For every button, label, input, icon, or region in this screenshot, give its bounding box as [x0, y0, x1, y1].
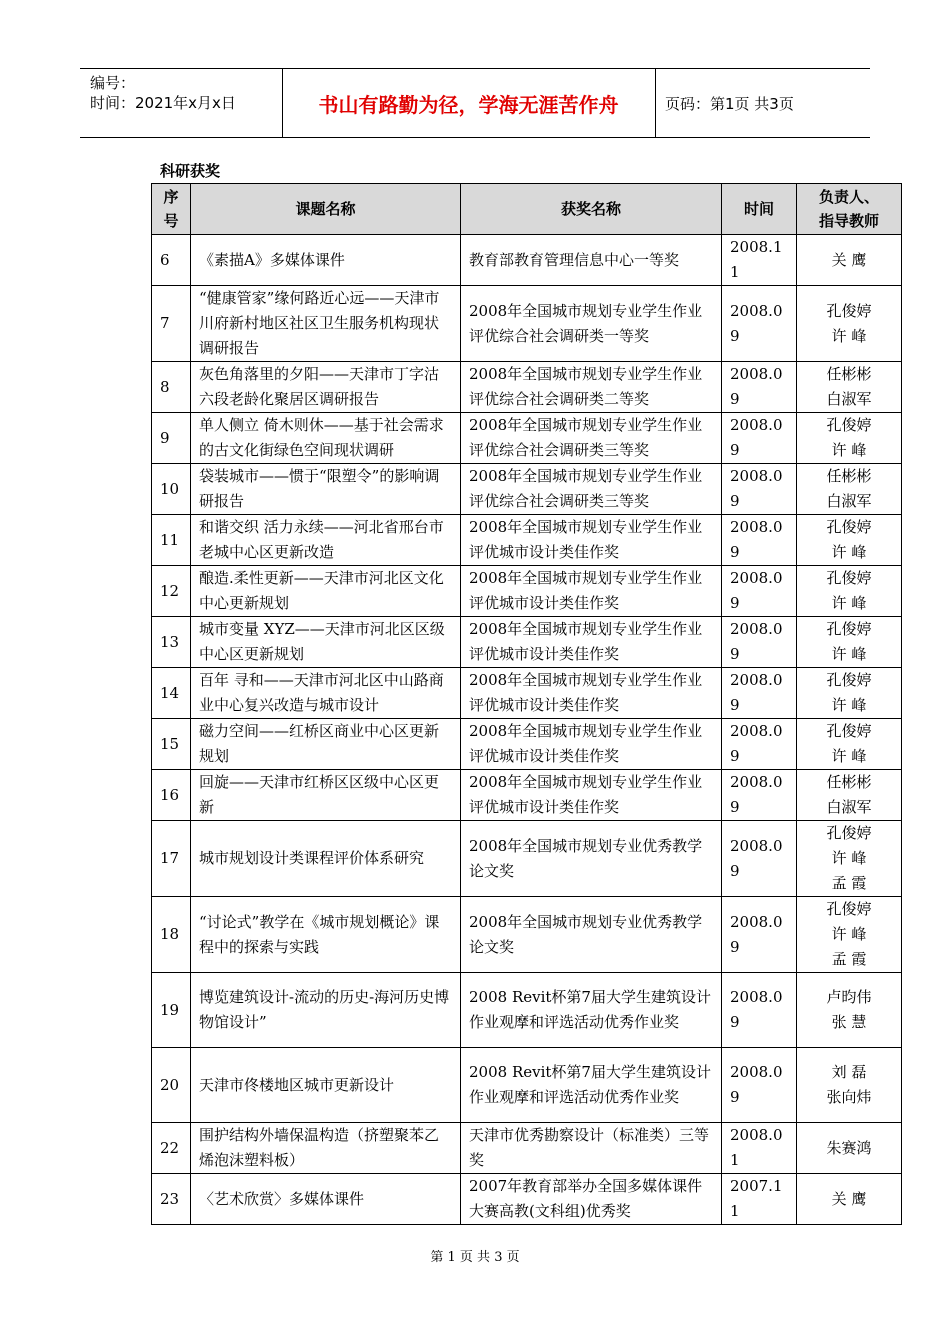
- row-award: 2008年全国城市规划专业学生作业评优城市设计类佳作奖: [461, 515, 722, 566]
- row-award: 教育部教育管理信息中心一等奖: [461, 235, 722, 286]
- row-time: 2008.09: [722, 413, 797, 464]
- header-cell-person: 负责人、 指导教师: [797, 184, 902, 235]
- row-number: 22: [152, 1123, 191, 1174]
- table-header-row: [152, 184, 902, 235]
- row-award: 2007年教育部举办全国多媒体课件大赛高教(文科组)优秀奖: [461, 1174, 722, 1225]
- table-row: [152, 1123, 902, 1174]
- row-number: 6: [152, 235, 191, 286]
- row-award: 2008年全国城市规划专业优秀教学论文奖: [461, 897, 722, 973]
- table-row: [152, 464, 902, 515]
- row-title: 〈艺术欣赏〉多媒体课件: [191, 1174, 461, 1225]
- row-person: 刘 磊 张向炜: [797, 1048, 902, 1123]
- row-number: 19: [152, 973, 191, 1048]
- row-title: 酿造.柔性更新——天津市河北区文化中心更新规划: [191, 566, 461, 617]
- row-time: 2008.09: [722, 1048, 797, 1123]
- row-title: “健康管家”缘何路近心远——天津市川府新村地区社区卫生服务机构现状调研报告: [191, 286, 461, 362]
- row-award: 2008年全国城市规划专业学生作业评优城市设计类佳作奖: [461, 668, 722, 719]
- awards-table: [151, 183, 902, 1225]
- table-row: [152, 897, 902, 973]
- row-title: 城市规划设计类课程评价体系研究: [191, 821, 461, 897]
- table-row: [152, 973, 902, 1048]
- row-person: 关 鹰: [797, 235, 902, 286]
- row-number: 7: [152, 286, 191, 362]
- table-row: [152, 668, 902, 719]
- row-award: 2008年全国城市规划专业学生作业评优综合社会调研类二等奖: [461, 362, 722, 413]
- row-award: 2008 Revit杯第7届大学生建筑设计作业观摩和评选活动优秀作业奖: [461, 973, 722, 1048]
- row-person: 孔俊婷 许 峰: [797, 515, 902, 566]
- row-title: 围护结构外墙保温构造（挤塑聚苯乙烯泡沫塑料板）: [191, 1123, 461, 1174]
- row-person: 任彬彬 白淑军: [797, 770, 902, 821]
- table-row: [152, 1174, 902, 1225]
- row-number: 8: [152, 362, 191, 413]
- row-person: 孔俊婷 许 峰 孟 霞: [797, 821, 902, 897]
- header-cell-award: 获奖名称: [461, 184, 722, 235]
- row-number: 12: [152, 566, 191, 617]
- section-title: 科研获奖: [160, 162, 221, 180]
- header-divider: [655, 69, 656, 137]
- row-number: 15: [152, 719, 191, 770]
- row-time: 2007.11: [722, 1174, 797, 1225]
- row-number: 18: [152, 897, 191, 973]
- page-footer: 第 1 页 共 3 页: [430, 1250, 520, 1265]
- row-title: 《素描A》多媒体课件: [191, 235, 461, 286]
- row-award: 2008年全国城市规划专业学生作业评优城市设计类佳作奖: [461, 617, 722, 668]
- header-page-number: 页码：第1页 共3页: [665, 94, 794, 113]
- table-row: [152, 286, 902, 362]
- row-title: “讨论式”教学在《城市规划概论》课程中的探索与实践: [191, 897, 461, 973]
- row-number: 11: [152, 515, 191, 566]
- table-row: [152, 719, 902, 770]
- row-time: 2008.09: [722, 668, 797, 719]
- row-title: 天津市佟楼地区城市更新设计: [191, 1048, 461, 1123]
- row-title: 灰色角落里的夕阳——天津市丁字沽六段老龄化聚居区调研报告: [191, 362, 461, 413]
- row-award: 2008年全国城市规划专业学生作业评优综合社会调研类一等奖: [461, 286, 722, 362]
- row-time: 2008.09: [722, 821, 797, 897]
- row-number: 10: [152, 464, 191, 515]
- row-person: 孔俊婷 许 峰: [797, 668, 902, 719]
- header-number: 编号：: [90, 74, 136, 92]
- row-award: 2008 Revit杯第7届大学生建筑设计作业观摩和评选活动优秀作业奖: [461, 1048, 722, 1123]
- row-number: 16: [152, 770, 191, 821]
- row-award: 2008年全国城市规划专业学生作业评优城市设计类佳作奖: [461, 770, 722, 821]
- row-person: 朱赛鸿: [797, 1123, 902, 1174]
- row-time: 2008.11: [722, 235, 797, 286]
- row-time: 2008.09: [722, 973, 797, 1048]
- row-title: 单人侧立 倚木则休——基于社会需求的古文化街绿色空间现状调研: [191, 413, 461, 464]
- row-time: 2008.09: [722, 617, 797, 668]
- header-cell-time: 时间: [722, 184, 797, 235]
- row-person: 孔俊婷 许 峰: [797, 617, 902, 668]
- row-award: 2008年全国城市规划专业优秀教学论文奖: [461, 821, 722, 897]
- row-time: 2008.09: [722, 897, 797, 973]
- table-row: [152, 515, 902, 566]
- row-person: 卢昀伟 张 慧: [797, 973, 902, 1048]
- header-cell-title: 课题名称: [191, 184, 461, 235]
- header-time: 时间：2021年x月x日: [90, 94, 236, 112]
- row-person: 孔俊婷 许 峰: [797, 286, 902, 362]
- table-row: [152, 770, 902, 821]
- row-title: 磁力空间——红桥区商业中心区更新规划: [191, 719, 461, 770]
- row-title: 博览建筑设计-流动的历史-海河历史博物馆设计”: [191, 973, 461, 1048]
- table-row: [152, 617, 902, 668]
- row-person: 孔俊婷 许 峰: [797, 719, 902, 770]
- header-meta: [90, 73, 236, 113]
- row-award: 2008年全国城市规划专业学生作业评优城市设计类佳作奖: [461, 566, 722, 617]
- row-person: 关 鹰: [797, 1174, 902, 1225]
- row-number: 20: [152, 1048, 191, 1123]
- row-time: 2008.09: [722, 770, 797, 821]
- row-time: 2008.09: [722, 566, 797, 617]
- row-number: 14: [152, 668, 191, 719]
- table-row: [152, 235, 902, 286]
- row-award: 2008年全国城市规划专业学生作业评优综合社会调研类三等奖: [461, 413, 722, 464]
- row-title: 回旋——天津市红桥区区级中心区更新: [191, 770, 461, 821]
- row-person: 任彬彬 白淑军: [797, 362, 902, 413]
- row-award: 2008年全国城市规划专业学生作业评优综合社会调研类三等奖: [461, 464, 722, 515]
- table-row: [152, 1048, 902, 1123]
- row-award: 天津市优秀勘察设计（标准类）三等奖: [461, 1123, 722, 1174]
- row-title: 百年 寻和——天津市河北区中山路商业中心复兴改造与城市设计: [191, 668, 461, 719]
- table-row: [152, 821, 902, 897]
- page-header: [80, 68, 870, 138]
- row-number: 9: [152, 413, 191, 464]
- row-time: 2008.09: [722, 286, 797, 362]
- row-title: 和谐交织 活力永续——河北省邢台市老城中心区更新改造: [191, 515, 461, 566]
- row-time: 2008.09: [722, 362, 797, 413]
- header-cell-no: 序 号: [152, 184, 191, 235]
- row-award: 2008年全国城市规划专业学生作业评优城市设计类佳作奖: [461, 719, 722, 770]
- row-time: 2008.09: [722, 464, 797, 515]
- row-person: 孔俊婷 许 峰: [797, 566, 902, 617]
- header-motto: 书山有路勤为径，学海无涯苦作舟: [318, 92, 619, 117]
- row-title: 袋装城市——惯于“限塑令”的影响调研报告: [191, 464, 461, 515]
- row-number: 13: [152, 617, 191, 668]
- row-time: 2008.09: [722, 719, 797, 770]
- row-person: 孔俊婷 许 峰 孟 霞: [797, 897, 902, 973]
- row-time: 2008.01: [722, 1123, 797, 1174]
- table-row: [152, 566, 902, 617]
- row-person: 孔俊婷 许 峰: [797, 413, 902, 464]
- row-time: 2008.09: [722, 515, 797, 566]
- row-number: 23: [152, 1174, 191, 1225]
- row-number: 17: [152, 821, 191, 897]
- table-row: [152, 362, 902, 413]
- table-row: [152, 413, 902, 464]
- row-title: 城市变量 XYZ——天津市河北区区级中心区更新规划: [191, 617, 461, 668]
- row-person: 任彬彬 白淑军: [797, 464, 902, 515]
